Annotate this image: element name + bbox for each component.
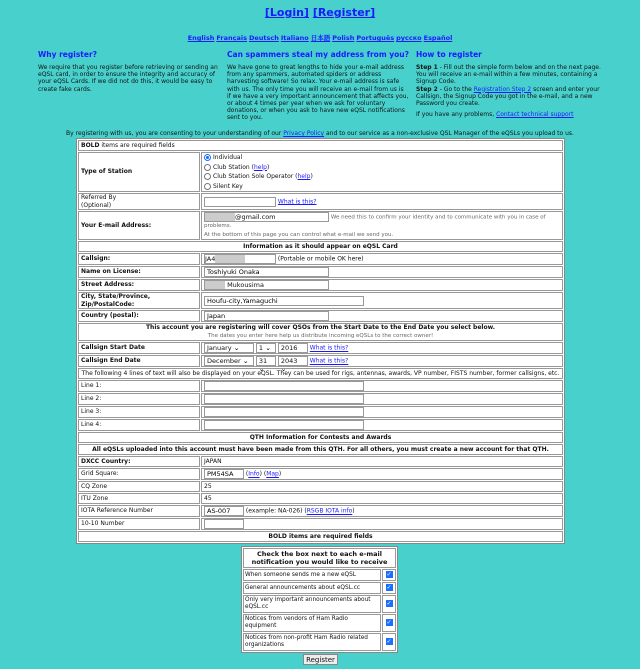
spam-title: Can spammers steal my address from you? (227, 50, 409, 59)
what-is-this-link[interactable]: What is this? (277, 198, 317, 205)
consent-a: By registering with us, you are consenting to your understanding of our (66, 130, 284, 137)
notify-header: Check the box next to each e-mail notification you would like to receive (243, 548, 396, 568)
cover-note: The dates you enter here help us distribute incoming eQSLs to the correct owner! (207, 332, 434, 339)
line1-label: Line 1: (78, 380, 200, 392)
lang-italian[interactable]: Italiano (280, 34, 309, 42)
step2-text: - Go to the (437, 85, 474, 93)
form-area (0, 138, 640, 669)
start-month-select[interactable]: January ⌄ (204, 343, 254, 353)
notify-label: When someone sends me a new eQSL (243, 569, 381, 581)
registration-step2-link[interactable]: Registration Step 2 (473, 85, 532, 93)
referred-label: Referred By (81, 194, 117, 201)
lang-russian[interactable]: русско (396, 34, 422, 42)
notify-label: General announcements about eQSL.cc (243, 582, 381, 594)
station-type-label: Type of Station (78, 152, 200, 192)
end-day-select[interactable]: 31 ⌄ (256, 356, 276, 366)
radio-silent-key[interactable] (204, 182, 560, 192)
help-link[interactable]: help (297, 173, 311, 180)
step1-text: - Fill out the simple form below and on the next page. You will receive an e-mail within a few minutes, containing a Signup Code. (416, 64, 601, 86)
login-link[interactable]: [Login] (264, 6, 309, 19)
line2-input[interactable] (204, 394, 364, 404)
grid-info-link[interactable]: Info (248, 470, 260, 478)
cover-text: This account you are registering will cover QSOs from the Start Date to the End Date you select below. (145, 324, 496, 331)
itu-zone-label: ITU Zone (78, 493, 200, 504)
radio-label: Individual (213, 154, 243, 161)
language-links (0, 33, 640, 42)
start-date-label: Callsign Start Date (78, 342, 200, 354)
lang-german[interactable]: Deutsch (248, 34, 279, 42)
referred-input[interactable] (204, 197, 276, 207)
checkbox-icon[interactable]: ✓ (386, 600, 392, 607)
card-info-header: Information as it should appear on eQSL Card (78, 241, 563, 252)
how-title: How to register (416, 50, 482, 59)
street-input[interactable] (204, 280, 329, 290)
iota-input[interactable] (204, 506, 244, 516)
ten-ten-label: 10-10 Number (78, 518, 200, 530)
consent-text (0, 130, 640, 137)
why-register (38, 50, 220, 97)
step1-label: Step 1 (416, 64, 438, 71)
grid-input[interactable] (204, 469, 244, 479)
problems-text: If you have any problems, (416, 111, 497, 119)
radio-icon[interactable] (204, 154, 211, 161)
notify-label: Notices from non-profit Ham Radio related organizations (243, 633, 381, 651)
lang-english[interactable]: English (187, 34, 215, 42)
qth-header: QTH Information for Contests and Awards (78, 432, 563, 443)
step2-label: Step 2 (416, 85, 438, 93)
why-text: We require that you register before retrieving or sending an eQSL card, in order to ensure the integrity and accuracy of your eQSL Cards. If we did not do this, it would be easy to create fake cards. (38, 64, 218, 93)
callsign-input[interactable] (204, 254, 276, 264)
dxcc-value: JAPAN (201, 456, 563, 467)
line1-input[interactable] (204, 381, 364, 391)
line4-label: Line 4: (78, 419, 200, 431)
line3-input[interactable] (204, 407, 364, 417)
city-label: City, State/Province, Zip/PostalCode: (78, 292, 200, 309)
required-note: items are required fields (99, 141, 175, 149)
qth-note: All eQSLs uploaded into this account must have been made from this QTH. For all others, you must create a new account for that QTH. (78, 444, 563, 455)
checkbox-icon[interactable]: ✓ (386, 584, 392, 591)
start-day-select[interactable]: 1 ⌄ (256, 343, 276, 353)
email-value: @gmail.com (235, 213, 276, 221)
country-input[interactable] (204, 311, 329, 321)
itu-zone-value: 45 (201, 493, 563, 504)
what-is-this-link[interactable]: What is this? (309, 344, 349, 352)
checkbox-icon[interactable]: ✓ (386, 571, 392, 578)
ten-ten-input[interactable] (204, 519, 244, 529)
register-button[interactable]: Register (303, 654, 338, 665)
rsgb-iota-link[interactable]: RSGB IOTA info (306, 507, 353, 515)
email-label: Your E-mail Address: (78, 211, 200, 240)
referred-optional: (Optional) (81, 201, 112, 209)
iota-example: (example: NA-026) (245, 507, 303, 515)
email-input[interactable] (204, 212, 329, 222)
name-label: Name on License: (78, 266, 200, 278)
radio-individual[interactable] (204, 153, 560, 163)
what-is-this-link[interactable]: What is this? (309, 357, 349, 365)
register-link[interactable]: [Register] (312, 6, 376, 19)
required-footer: BOLD items are required fields (78, 531, 563, 542)
cq-zone-label: CQ Zone (78, 481, 200, 492)
checkbox-icon[interactable]: ✓ (386, 638, 392, 645)
radio-icon[interactable] (204, 173, 211, 180)
dxcc-label: DXCC Country: (78, 456, 200, 467)
street-value: Mukousima (227, 281, 264, 289)
lang-french[interactable]: Français (216, 34, 247, 42)
radio-icon[interactable] (204, 183, 211, 190)
radio-label: Club Station Sole Operator (213, 173, 294, 180)
lang-portuguese[interactable]: Português (356, 34, 395, 42)
why-title: Why register? (38, 50, 98, 59)
radio-icon[interactable] (204, 164, 211, 171)
consent-b: and to our service as a non-exclusive QSL Manager of the eQSLs you upload to us. (324, 130, 574, 137)
callsign-value: JA4 (205, 255, 216, 263)
line4-input[interactable] (204, 420, 364, 430)
radio-club-sole[interactable]: Club Station Sole Operator (help) (204, 172, 560, 182)
how-section (416, 50, 602, 122)
lines-text: The following 4 lines of text will also be displayed on your eQSL. They can be used for rigs, antennas, awards, VP number, FISTS number, former callsigns, etc. (78, 368, 563, 379)
street-label: Street Address: (78, 279, 200, 291)
city-input[interactable] (204, 296, 364, 306)
privacy-policy-link[interactable]: Privacy Policy (283, 130, 325, 137)
callsign-note: (Portable or mobile OK here) (277, 255, 364, 263)
cq-zone-value: 25 (201, 481, 563, 492)
notify-label: Notices from vendors of Ham Radio equipment (243, 614, 381, 632)
country-label: Country (postal): (78, 310, 200, 322)
lang-polish[interactable]: Polish (332, 34, 355, 42)
spam-text: We have gone to great lengths to hide your e-mail address from any spammers, automated spiders or address harvesting software! So relax. Your e-mail address is safe with us. The only time you will receive an e-mail from us is if we have a very important announcement that affects you, or about 4 times per year when we ask for voluntary donations, or when you ask to have new eQSL notifications sent to you. (227, 64, 409, 122)
checkbox-icon[interactable]: ✓ (386, 619, 392, 626)
line2-label: Line 2: (78, 393, 200, 405)
lang-spanish[interactable]: Español (423, 34, 453, 42)
radio-label: Silent Key (213, 182, 243, 190)
email-note2: At the bottom of this page you can control what e-mail we send you. (204, 231, 394, 238)
grid-map-link[interactable]: Map (266, 470, 279, 478)
callsign-label: Callsign: (78, 253, 200, 265)
start-year-select[interactable]: 2016 ⌄ (278, 343, 308, 353)
end-date-label: Callsign End Date (78, 355, 200, 367)
spam-section (227, 50, 409, 126)
lang-japanese[interactable]: 日本語 (310, 34, 331, 42)
radio-label: Club Station (213, 163, 250, 171)
notify-label: Only very important announcements about eQSL.cc (243, 595, 381, 613)
email-note: We need this to confirm your identity and to communicate with you in case of problems. (204, 214, 546, 229)
radio-club[interactable]: Club Station (help) (204, 163, 560, 173)
end-year-select[interactable]: 2043 ⌄ (278, 356, 308, 366)
step2-text-b: screen and enter your Callsign, the Signup Code you got in the e-mail, and a new Password you create. (416, 85, 600, 108)
registration-form: BOLD items are required fields Type of Station Individual Club Station (help) Club Station Sole Operator (help) Silent Key Referred By (Optional) What is this? Your E-mail Address: @gmail.com We need this to confirm your identity and to communicate with you in case of problems. At the bottom of this page you can control what e-mail we send you. Information as it should appear on eQSL Card Callsign: JA4 (Portable or mobile OK here) Name on License: Toshiyuki Onaka Street Address: Mukousima City, State/Province, Zip/PostalCode: Houfu-city,Yamaguchi Country (postal): Japan This account you are registering will cover QSOs from the Start Date to the End Date you select below. The dates you enter here help us distribute incoming eQSLs to the correct owner! Callsign Start Date January ⌄ 1 ⌄ 2016 ⌄ What is this? Callsign End Date December ⌄ 31 ⌄ 2043 ⌄ What is this? The following 4 lines of text will also be displayed on your eQSL. They can be used for rigs, antennas, awards, VP number, FISTS number, former callsigns, etc. Line 1: Line 2: Line 3: Line 4: QTH Information for Contests and Awards All eQSLs uploaded into this account must have been made from this QTH. For all others, you must create a new account for that QTH. DXCC Country: JAPAN Grid Square: PM54SA (Info) (Map) CQ Zone 25 ITU Zone 45 IOTA Reference Number AS-007 (example: NA-026) (RSGB IOTA info) 10-10 Number BOLD items are required fields (76, 138, 565, 544)
notification-table (241, 546, 398, 653)
grid-label: Grid Square: (78, 468, 200, 480)
help-link[interactable]: help (253, 163, 267, 171)
bold-word: BOLD (81, 141, 100, 149)
end-month-select[interactable]: December ⌄ (204, 356, 254, 366)
support-link[interactable]: Contact technical support (496, 111, 574, 119)
iota-label: IOTA Reference Number (78, 505, 200, 517)
name-input[interactable] (204, 267, 329, 277)
line3-label: Line 3: (78, 406, 200, 418)
